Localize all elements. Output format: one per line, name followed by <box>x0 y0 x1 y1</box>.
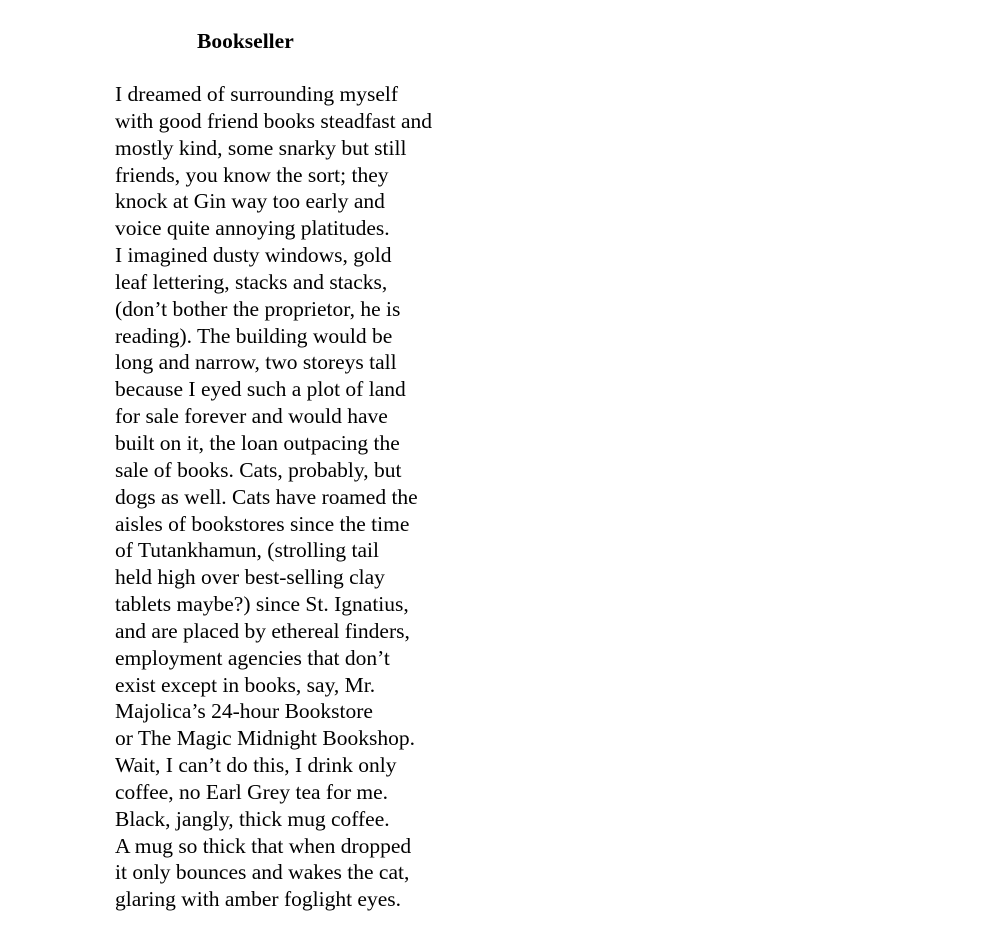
poem-line: leaf lettering, stacks and stacks, <box>115 269 388 294</box>
poem-line: coffee, no Earl Grey tea for me. <box>115 779 388 804</box>
poem-line: friends, you know the sort; they <box>115 162 389 187</box>
poem-line: mostly kind, some snarky but still <box>115 135 407 160</box>
poem-line: voice quite annoying platitudes. <box>115 216 390 241</box>
poem-line: glaring with amber foglight eyes. <box>115 887 401 912</box>
poem-line: employment agencies that don’t <box>115 645 390 670</box>
poem-line: A mug so thick that when dropped <box>115 833 412 858</box>
poem-line: because I eyed such a plot of land <box>115 377 406 402</box>
poem-line: or The Magic Midnight Bookshop. <box>115 726 415 751</box>
poem <box>115 27 635 913</box>
poem-line: tablets maybe?) since St. Ignatius, <box>115 592 409 617</box>
poem-line: built on it, the loan outpacing the <box>115 430 400 455</box>
poem-line: Majolica’s 24-hour Bookstore <box>115 699 373 724</box>
poem-line: I dreamed of surrounding myself <box>115 82 399 106</box>
poem-line: Black, jangly, thick mug coffee. <box>115 806 390 831</box>
poem-line: I imagined dusty windows, gold <box>115 243 392 268</box>
poem-line: and are placed by ethereal finders, <box>115 618 410 643</box>
poem-line: knock at Gin way too early and <box>115 189 385 214</box>
poem-line: aisles of bookstores since the time <box>115 511 410 536</box>
poem-line: it only bounces and wakes the cat, <box>115 860 410 885</box>
poem-line: with good friend books steadfast and <box>115 108 433 133</box>
poem-title: Bookseller <box>197 29 294 53</box>
poem-line: long and narrow, two storeys tall <box>115 350 397 375</box>
poem-line: held high over best-selling clay <box>115 565 385 590</box>
poem-body <box>115 81 635 913</box>
stanza-gap <box>115 55 635 81</box>
poem-line: for sale forever and would have <box>115 404 388 429</box>
poem-line: reading). The building would be <box>115 323 393 348</box>
poem-line: sale of books. Cats, probably, but <box>115 457 402 482</box>
poem-line: dogs as well. Cats have roamed the <box>115 484 418 509</box>
poem-line: Wait, I can’t do this, I drink only <box>115 753 397 778</box>
poem-line: of Tutankhamun, (strolling tail <box>115 538 379 563</box>
poem-line: (don’t bother the proprietor, he is <box>115 296 401 321</box>
poem-line: exist except in books, say, Mr. <box>115 672 376 697</box>
